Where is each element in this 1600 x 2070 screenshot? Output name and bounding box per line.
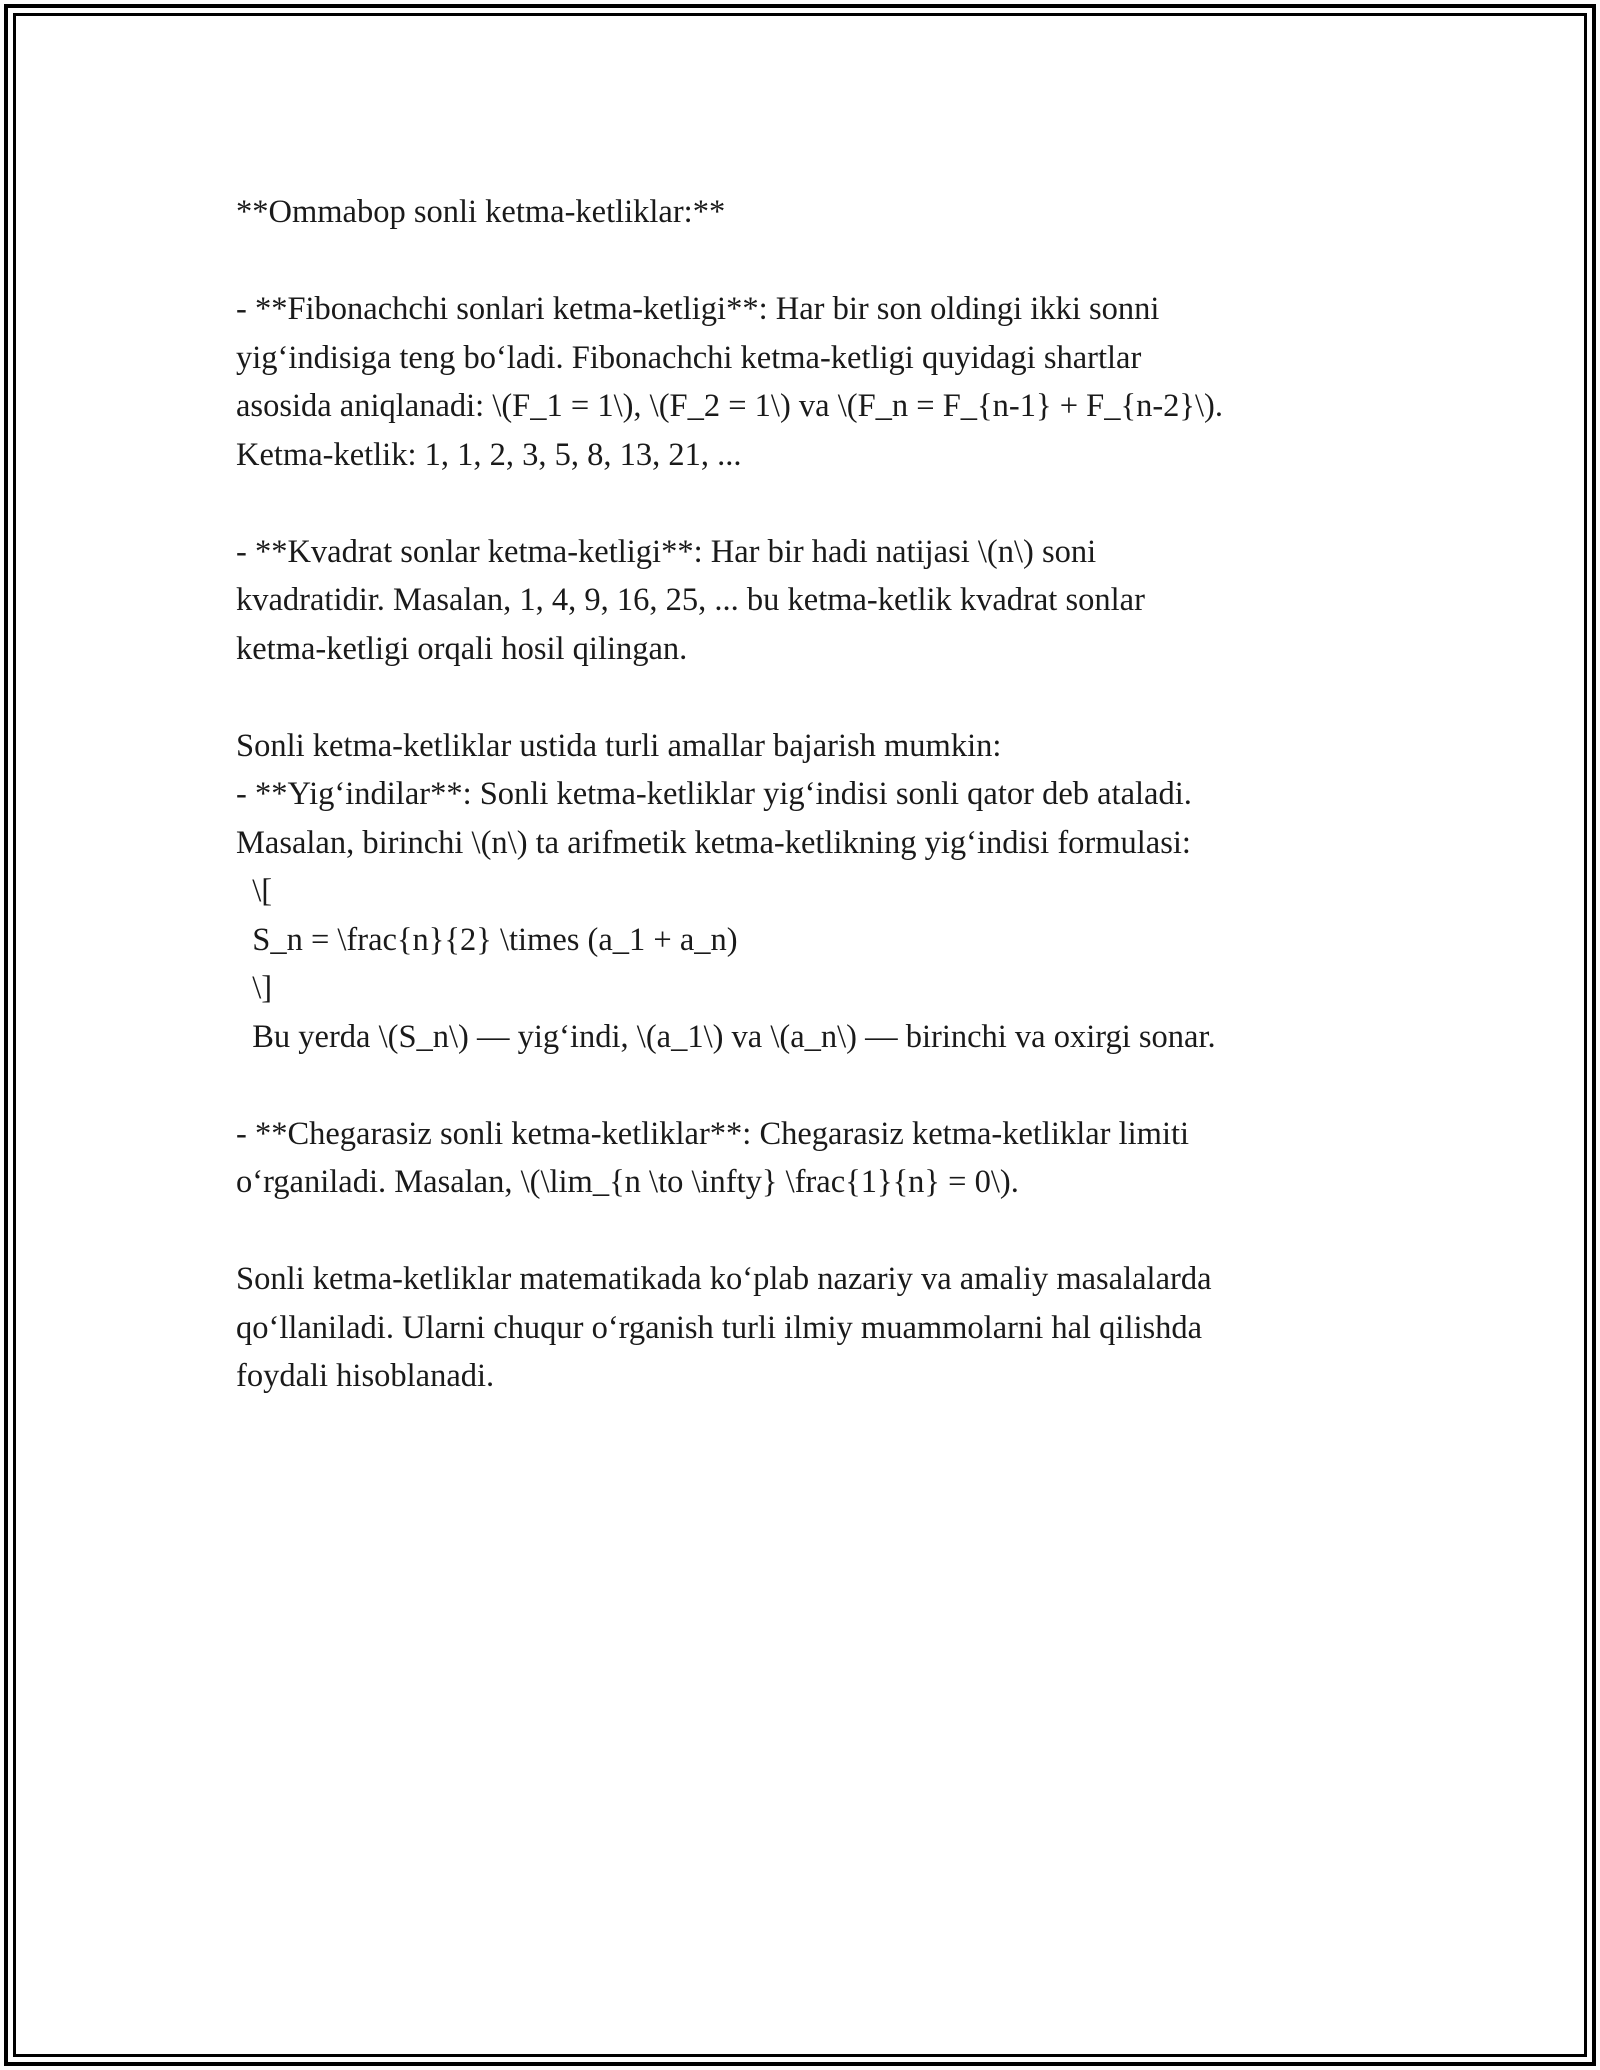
paragraph-line: - **Kvadrat sonlar ketma-ketligi**: Har bir hadi natijasi \(n\) soni [236,533,1097,570]
document-body [236,188,1416,1401]
operations-paragraph [236,722,1416,1062]
paragraph-line: - **Yig‘indilar**: Sonli ketma-ketliklar yig‘indisi sonli qator deb ataladi. [236,776,1192,812]
unbounded-paragraph [236,1110,1416,1207]
fibonacci-paragraph [236,285,1416,479]
formula-open: \[ [236,873,273,909]
paragraph-line: yig‘indisiga teng bo‘ladi. Fibonachchi ketma-ketligi quyidagi shartlar [236,339,1142,376]
paragraph-line: - **Fibonachchi sonlari ketma-ketligi**: Har bir son oldingi ikki sonni [236,291,1160,327]
formula-line: S_n = \frac{n}{2} \times (a_1 + a_n) [236,921,738,958]
paragraph-line: foydali hisoblanadi. [236,1358,495,1394]
paragraph-line: ketma-ketligi orqali hosil qilingan. [236,630,688,667]
spacer [236,237,1416,286]
conclusion-paragraph [236,1255,1416,1401]
section-heading: **Ommabop sonli ketma-ketliklar:** [236,194,726,230]
formula-close: \] [236,970,273,1006]
paragraph-line: Bu yerda \(S_n\) — yig‘indi, \(a_1\) va \(a_n\) — birinchi va oxirgi sonar. [236,1018,1216,1055]
spacer [236,673,1416,722]
paragraph-line: Masalan, birinchi \(n\) ta arifmetik ketma-ketlikning yig‘indisi formulasi: [236,824,1191,861]
paragraph-line: Ketma-ketlik: 1, 1, 2, 3, 5, 8, 13, 21, ... [236,436,742,473]
paragraph-line: o‘rganiladi. Masalan, \(\lim_{n \to \infty} \frac{1}{n} = 0\). [236,1164,1019,1200]
paragraph-line: asosida aniqlanadi: \(F_1 = 1\), \(F_2 = 1\) va \(F_n = F_{n-1} + F_{n-2}\). [236,388,1223,424]
paragraph-line: kvadratidir. Masalan, 1, 4, 9, 16, 25, ... bu ketma-ketlik kvadrat sonlar [236,582,1145,618]
paragraph-line: Sonli ketma-ketliklar ustida turli amallar bajarish mumkin: [236,727,1002,764]
paragraph-line: Sonli ketma-ketliklar matematikada ko‘plab nazariy va amaliy masalalarda [236,1261,1212,1297]
spacer [236,1061,1416,1110]
paragraph-line: qo‘llaniladi. Ularni chuqur o‘rganish turli ilmiy muammolarni hal qilishda [236,1309,1203,1346]
paragraph-line: - **Chegarasiz sonli ketma-ketliklar**: Chegarasiz ketma-ketliklar limiti [236,1115,1190,1152]
spacer [236,479,1416,528]
spacer [236,1207,1416,1256]
squares-paragraph [236,528,1416,674]
